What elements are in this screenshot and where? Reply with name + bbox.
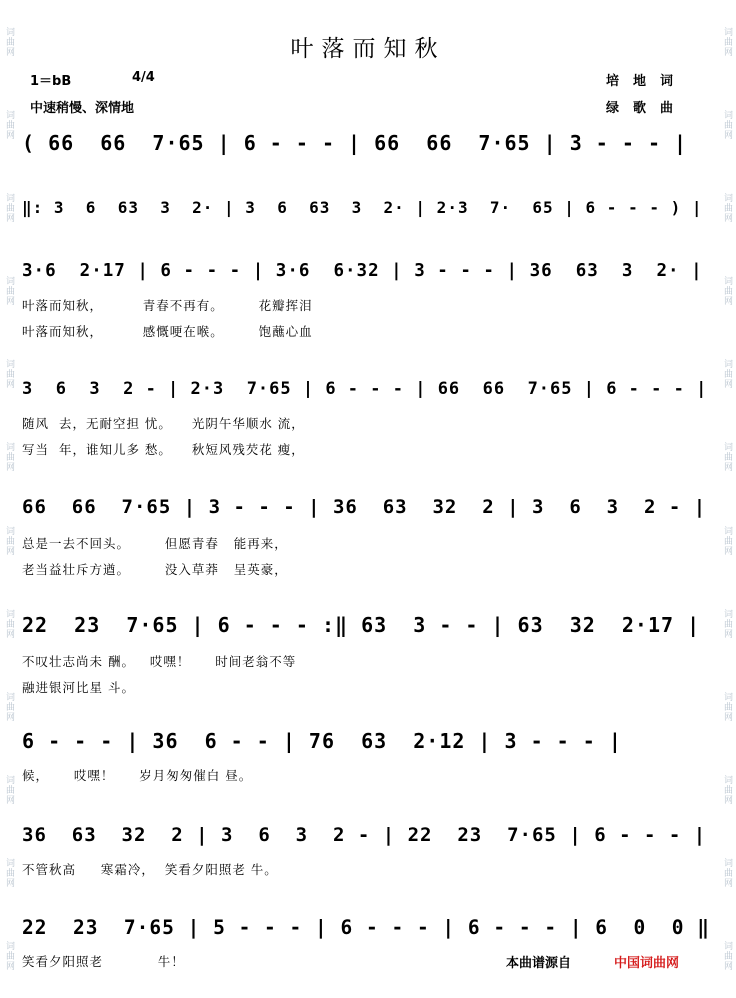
score-line [22, 910, 716, 980]
notation-row [22, 910, 716, 944]
notation-text: 36 63 32 2 | 3 6 3 2 - | 22 23 7·65 | 6 - - - | [22, 824, 707, 846]
notation-text: ( 66 66 7·65 | 6 - - - | 66 66 7·65 | 3 - - - | [22, 131, 688, 155]
lyrics-verse-2: 融进银河比星 斗。 [22, 680, 135, 695]
score-line [22, 608, 716, 700]
notation-row [22, 254, 716, 288]
lyrics-verse-1: 不叹壮志尚未 酬。 哎嘿！ 时间老翁不等 [22, 654, 297, 669]
notation-row [22, 190, 716, 224]
lyrics-verse-2: 写当 年，谁知儿多 愁。 秋短风残芡花 瘦， [22, 442, 305, 457]
lyrics-verse-2: 老当益壮斥方遒。 没入草莽 呈英豪， [22, 562, 288, 577]
lyrics-verse-1: 笑看夕阳照老 牛！ [22, 954, 185, 969]
lyrics-verse-1: 总是一去不回头。 但愿青春 能再来， [22, 536, 288, 551]
score-line [22, 818, 716, 888]
notation-row [22, 818, 716, 852]
score-line [22, 490, 716, 582]
score-line [22, 372, 716, 464]
lyrics-verse-1: 叶落而知秋， 青春不再有。 花瓣挥泪 [22, 298, 313, 313]
key-signature: 1＝bB [30, 74, 72, 89]
score-line [22, 126, 716, 166]
lyrics-verse-2: 叶落而知秋， 感慨哽在喉。 饱蘸心血 [22, 324, 313, 339]
lyrics-verse-1: 候， 哎嘿！ 岁月匆匆催白 昼。 [22, 768, 253, 783]
lyricist-credit: 培地词 [606, 74, 688, 89]
notation-text: 22 23 7·65 | 5 - - - | 6 - - - | 6 - - - | 6 0 0 ‖ [22, 915, 710, 939]
notation-row [22, 490, 716, 524]
score-line [22, 724, 716, 794]
notation-text: 3 6 3 2 - | 2·3 7·65 | 6 - - - | 66 66 7·65 | 6 - - - | [22, 379, 708, 399]
notation-row [22, 372, 716, 406]
composer-credit: 绿歌曲 [606, 101, 688, 116]
notation-text: 66 66 7·65 | 3 - - - | 36 63 32 2 | 3 6 3 2 - | [22, 496, 707, 518]
watermark-right: 词曲网 词曲网 词曲网 词曲网 词曲网 词曲网 词曲网 词曲网 词曲网 词曲网 词曲网 词曲网 [722, 26, 732, 972]
watermark-left: 词曲网 词曲网 词曲网 词曲网 词曲网 词曲网 词曲网 词曲网 词曲网 词曲网 词曲网 词曲网 [4, 26, 14, 972]
score-line [22, 254, 716, 346]
tempo-marking: 中速稍慢、深情地 [30, 101, 135, 116]
lyrics-verse-1: 随风 去，无耐空担 忧。 光阴午华顺水 流， [22, 416, 305, 431]
source-label: 本曲谱源自 [506, 956, 572, 971]
notation-text: ‖: 3 6 63 3 2· | 3 6 63 3 2· | 2·3 7· 65 | 6 - - - ) | [22, 197, 703, 217]
notation-row [22, 126, 716, 160]
source-site-link[interactable]: 中国词曲网 [614, 956, 680, 971]
notation-text: 22 23 7·65 | 6 - - - :‖ 63 3 - - | 63 32 2·17 | [22, 613, 701, 637]
lyrics-verse-1: 不管秋高 寒霜冷， 笑看夕阳照老 牛。 [22, 862, 278, 877]
notation-text: 6 - - - | 36 6 - - | 76 63 2·12 | 3 - - - | [22, 729, 622, 753]
time-signature: 4/4 [132, 70, 155, 85]
notation-row [22, 608, 716, 642]
song-title: 叶落而知秋 [290, 36, 446, 62]
notation-text: 3·6 2·17 | 6 - - - | 3·6 6·32 | 3 - - - | 36 63 3 2· | [22, 261, 703, 281]
notation-row [22, 724, 716, 758]
score-line [22, 190, 716, 230]
